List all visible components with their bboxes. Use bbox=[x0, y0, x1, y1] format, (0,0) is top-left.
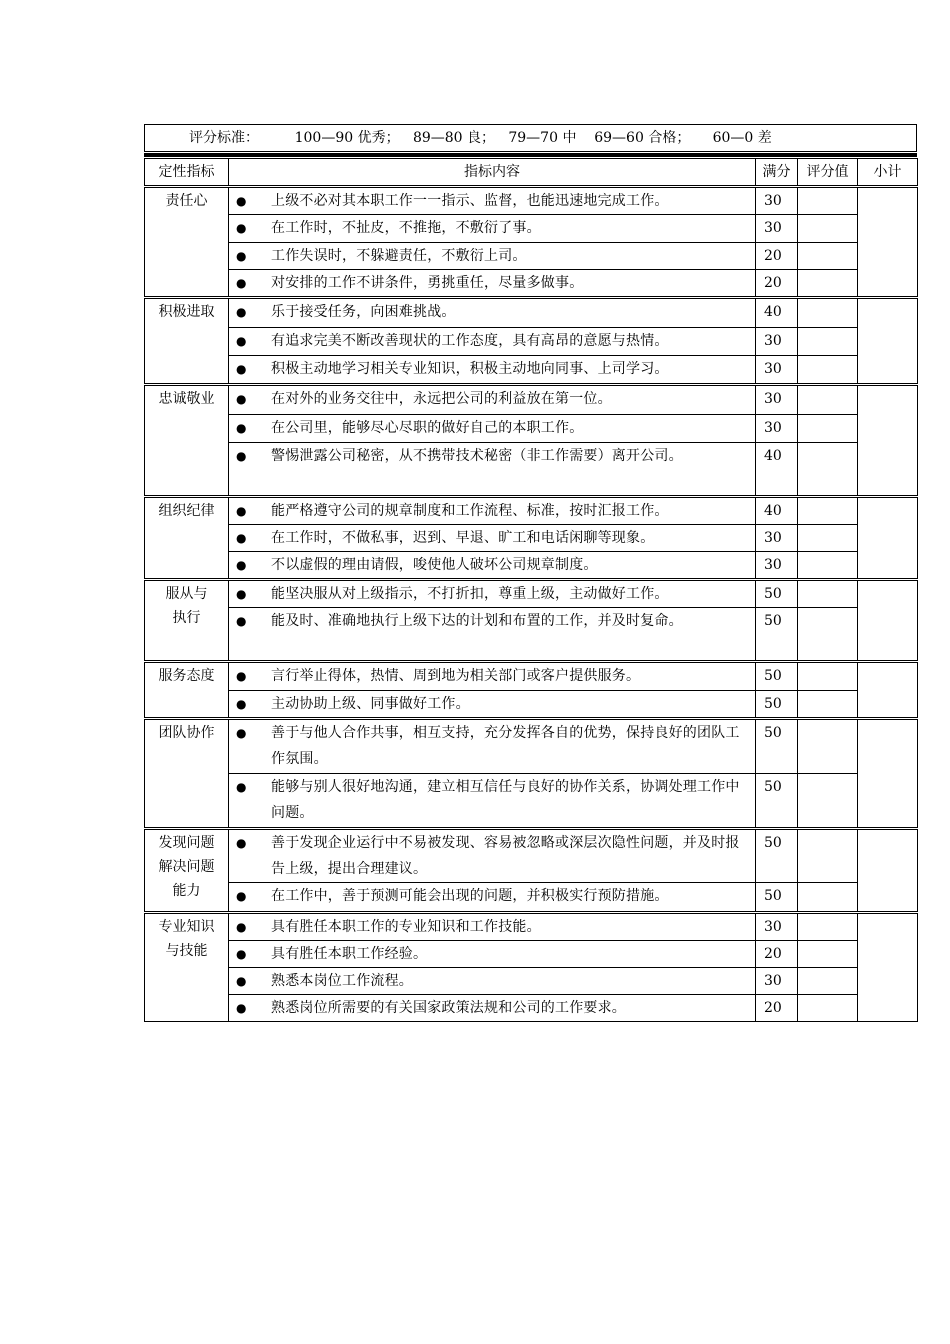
indicator-content-cell bbox=[229, 187, 756, 215]
header-content: 指标内容 bbox=[229, 159, 756, 187]
table-row bbox=[145, 298, 918, 328]
full-score-cell: 30 bbox=[756, 385, 798, 415]
table-header-row bbox=[145, 159, 918, 187]
indicator-content-cell bbox=[229, 580, 756, 608]
table-row bbox=[145, 774, 918, 829]
indicator-text: 熟悉岗位所需要的有关国家政策法规和公司的工作要求。 bbox=[271, 1000, 626, 1016]
indicator-content-cell bbox=[229, 883, 756, 913]
category-cell: 责任心 bbox=[145, 187, 229, 298]
full-score-cell: 30 bbox=[756, 525, 798, 552]
table-row bbox=[145, 243, 918, 270]
score-input-cell[interactable] bbox=[798, 552, 858, 580]
bullet-icon: ● bbox=[236, 947, 247, 961]
full-score-cell: 20 bbox=[756, 270, 798, 298]
indicator-content-cell bbox=[229, 941, 756, 968]
category-cell: 忠诚敬业 bbox=[145, 385, 229, 497]
table-row bbox=[145, 215, 918, 243]
indicator-content-cell bbox=[229, 719, 756, 774]
table-row bbox=[145, 415, 918, 443]
full-score-cell: 50 bbox=[756, 662, 798, 691]
score-input-cell[interactable] bbox=[798, 719, 858, 774]
score-input-cell[interactable] bbox=[798, 270, 858, 298]
indicator-content-cell bbox=[229, 328, 756, 356]
subtotal-cell[interactable] bbox=[858, 913, 918, 1022]
full-score-cell: 20 bbox=[756, 941, 798, 968]
score-input-cell[interactable] bbox=[798, 356, 858, 385]
indicator-content-cell bbox=[229, 415, 756, 443]
indicator-text: 具有胜任本职工作的专业知识和工作技能。 bbox=[271, 919, 541, 935]
indicator-content-cell bbox=[229, 497, 756, 525]
evaluation-table bbox=[144, 158, 918, 1022]
full-score-cell: 50 bbox=[756, 883, 798, 913]
evaluation-table-body bbox=[145, 159, 918, 1022]
bullet-icon: ● bbox=[236, 1001, 247, 1015]
full-score-cell: 50 bbox=[756, 774, 798, 829]
indicator-text: 有追求完美不断改善现状的工作态度，具有高昂的意愿与热情。 bbox=[271, 333, 669, 349]
table-row bbox=[145, 580, 918, 608]
bullet-icon: ● bbox=[236, 221, 247, 235]
table-row bbox=[145, 941, 918, 968]
indicator-text: 积极主动地学习相关专业知识，积极主动地向同事、上司学习。 bbox=[271, 361, 669, 377]
full-score-cell: 30 bbox=[756, 415, 798, 443]
indicator-text: 能够与别人很好地沟通，建立相互信任与良好的协作关系，协调处理工作中问题。 bbox=[271, 779, 740, 821]
table-row bbox=[145, 497, 918, 525]
bullet-icon: ● bbox=[236, 449, 247, 463]
bullet-icon: ● bbox=[236, 194, 247, 208]
table-row bbox=[145, 443, 918, 497]
score-input-cell[interactable] bbox=[798, 941, 858, 968]
full-score-cell: 30 bbox=[756, 968, 798, 995]
indicator-content-cell bbox=[229, 608, 756, 662]
bullet-icon: ● bbox=[236, 614, 247, 628]
score-input-cell[interactable] bbox=[798, 580, 858, 608]
score-input-cell[interactable] bbox=[798, 691, 858, 719]
category-cell: 团队协作 bbox=[145, 719, 229, 829]
full-score-cell: 30 bbox=[756, 356, 798, 385]
score-input-cell[interactable] bbox=[798, 298, 858, 328]
indicator-content-cell bbox=[229, 243, 756, 270]
indicator-text: 工作失误时，不躲避责任，不敷衍上司。 bbox=[271, 248, 527, 264]
indicator-text: 言行举止得体，热情、周到地为相关部门或客户提供服务。 bbox=[271, 668, 641, 684]
indicator-text: 善于与他人合作共事，相互支持，充分发挥各自的优势，保持良好的团队工作氛围。 bbox=[271, 725, 740, 767]
indicator-text: 警惕泄露公司秘密，从不携带技术秘密（非工作需要）离开公司。 bbox=[271, 448, 683, 464]
full-score-cell: 50 bbox=[756, 580, 798, 608]
table-row bbox=[145, 270, 918, 298]
score-input-cell[interactable] bbox=[798, 774, 858, 829]
score-input-cell[interactable] bbox=[798, 968, 858, 995]
subtotal-cell[interactable] bbox=[858, 580, 918, 662]
bullet-icon: ● bbox=[236, 780, 247, 794]
indicator-text: 不以虚假的理由请假，唆使他人破坏公司规章制度。 bbox=[271, 557, 598, 573]
bullet-icon: ● bbox=[236, 669, 247, 683]
full-score-cell: 40 bbox=[756, 497, 798, 525]
table-row bbox=[145, 385, 918, 415]
table-row bbox=[145, 328, 918, 356]
score-input-cell[interactable] bbox=[798, 913, 858, 941]
category-cell: 服从与 执行 bbox=[145, 580, 229, 662]
bullet-icon: ● bbox=[236, 920, 247, 934]
bullet-icon: ● bbox=[236, 697, 247, 711]
full-score-cell: 30 bbox=[756, 187, 798, 215]
bullet-icon: ● bbox=[236, 889, 247, 903]
table-row bbox=[145, 662, 918, 691]
category-cell: 服务态度 bbox=[145, 662, 229, 719]
header-score: 评分值 bbox=[798, 159, 858, 187]
indicator-content-cell bbox=[229, 552, 756, 580]
table-row bbox=[145, 187, 918, 215]
header-subtotal: 小计 bbox=[858, 159, 918, 187]
bullet-icon: ● bbox=[236, 836, 247, 850]
score-input-cell[interactable] bbox=[798, 415, 858, 443]
score-input-cell[interactable] bbox=[798, 187, 858, 215]
table-row bbox=[145, 995, 918, 1022]
subtotal-cell[interactable] bbox=[858, 662, 918, 719]
indicator-text: 乐于接受任务，向困难挑战。 bbox=[271, 304, 456, 320]
indicator-content-cell bbox=[229, 995, 756, 1022]
indicator-text: 具有胜任本职工作经验。 bbox=[271, 946, 428, 962]
score-input-cell[interactable] bbox=[798, 995, 858, 1022]
score-input-cell[interactable] bbox=[798, 829, 858, 883]
table-row bbox=[145, 968, 918, 995]
bullet-icon: ● bbox=[236, 558, 247, 572]
indicator-content-cell bbox=[229, 356, 756, 385]
full-score-cell: 30 bbox=[756, 552, 798, 580]
category-cell: 积极进取 bbox=[145, 298, 229, 385]
indicator-content-cell bbox=[229, 525, 756, 552]
full-score-cell: 50 bbox=[756, 691, 798, 719]
subtotal-cell[interactable] bbox=[858, 829, 918, 913]
table-row bbox=[145, 552, 918, 580]
bullet-icon: ● bbox=[236, 531, 247, 545]
indicator-content-cell bbox=[229, 270, 756, 298]
indicator-text: 在公司里，能够尽心尽职的做好自己的本职工作。 bbox=[271, 420, 584, 436]
full-score-cell: 30 bbox=[756, 913, 798, 941]
indicator-content-cell bbox=[229, 385, 756, 415]
full-score-cell: 40 bbox=[756, 443, 798, 497]
table-row bbox=[145, 691, 918, 719]
scoring-standard: 评分标准： 100—90 优秀； 89—80 良； 79—70 中 69—60 合格； 60—0 差 bbox=[144, 124, 917, 152]
score-input-cell[interactable] bbox=[798, 662, 858, 691]
full-score-cell: 40 bbox=[756, 298, 798, 328]
indicator-content-cell bbox=[229, 215, 756, 243]
full-score-cell: 50 bbox=[756, 608, 798, 662]
indicator-text: 在工作中，善于预测可能会出现的问题，并积极实行预防措施。 bbox=[271, 888, 669, 904]
category-cell: 专业知识 与技能 bbox=[145, 913, 229, 1022]
subtotal-cell[interactable] bbox=[858, 719, 918, 829]
bullet-icon: ● bbox=[236, 334, 247, 348]
full-score-cell: 30 bbox=[756, 215, 798, 243]
indicator-content-cell bbox=[229, 443, 756, 497]
score-input-cell[interactable] bbox=[798, 385, 858, 415]
bullet-icon: ● bbox=[236, 504, 247, 518]
score-input-cell[interactable] bbox=[798, 497, 858, 525]
table-row bbox=[145, 608, 918, 662]
indicator-content-cell bbox=[229, 913, 756, 941]
indicator-text: 能严格遵守公司的规章制度和工作流程、标准，按时汇报工作。 bbox=[271, 503, 669, 519]
indicator-text: 熟悉本岗位工作流程。 bbox=[271, 973, 413, 989]
full-score-cell: 50 bbox=[756, 719, 798, 774]
table-row bbox=[145, 356, 918, 385]
indicator-text: 在工作时，不做私事，迟到、早退、旷工和电话闲聊等现象。 bbox=[271, 530, 655, 546]
score-input-cell[interactable] bbox=[798, 525, 858, 552]
bullet-icon: ● bbox=[236, 587, 247, 601]
evaluation-sheet bbox=[144, 124, 917, 1022]
indicator-text: 对安排的工作不讲条件，勇挑重任，尽量多做事。 bbox=[271, 275, 584, 291]
score-input-cell[interactable] bbox=[798, 215, 858, 243]
subtotal-cell[interactable] bbox=[858, 385, 918, 497]
full-score-cell: 20 bbox=[756, 995, 798, 1022]
header-full-score: 满分 bbox=[756, 159, 798, 187]
indicator-text: 主动协助上级、同事做好工作。 bbox=[271, 696, 470, 712]
bullet-icon: ● bbox=[236, 421, 247, 435]
score-input-cell[interactable] bbox=[798, 443, 858, 497]
indicator-text: 在对外的业务交往中，永远把公司的利益放在第一位。 bbox=[271, 391, 612, 407]
bullet-icon: ● bbox=[236, 974, 247, 988]
full-score-cell: 30 bbox=[756, 328, 798, 356]
bullet-icon: ● bbox=[236, 726, 247, 740]
score-input-cell[interactable] bbox=[798, 883, 858, 913]
indicator-content-cell bbox=[229, 774, 756, 829]
indicator-content-cell bbox=[229, 691, 756, 719]
category-cell: 组织纪律 bbox=[145, 497, 229, 580]
bullet-icon: ● bbox=[236, 249, 247, 263]
subtotal-cell[interactable] bbox=[858, 298, 918, 385]
table-row bbox=[145, 883, 918, 913]
indicator-content-cell bbox=[229, 298, 756, 328]
bullet-icon: ● bbox=[236, 276, 247, 290]
table-row bbox=[145, 719, 918, 774]
full-score-cell: 50 bbox=[756, 829, 798, 883]
indicator-text: 能及时、准确地执行上级下达的计划和布置的工作，并及时复命。 bbox=[271, 613, 683, 629]
score-input-cell[interactable] bbox=[798, 328, 858, 356]
table-row bbox=[145, 829, 918, 883]
score-input-cell[interactable] bbox=[798, 243, 858, 270]
full-score-cell: 20 bbox=[756, 243, 798, 270]
table-row bbox=[145, 525, 918, 552]
indicator-content-cell bbox=[229, 968, 756, 995]
bullet-icon: ● bbox=[236, 362, 247, 376]
bullet-icon: ● bbox=[236, 305, 247, 319]
indicator-text: 能坚决服从对上级指示，不打折扣，尊重上级，主动做好工作。 bbox=[271, 586, 669, 602]
header-category: 定性指标 bbox=[145, 159, 229, 187]
subtotal-cell[interactable] bbox=[858, 187, 918, 298]
table-row bbox=[145, 913, 918, 941]
score-input-cell[interactable] bbox=[798, 608, 858, 662]
indicator-text: 善于发现企业运行中不易被发现、容易被忽略或深层次隐性问题，并及时报告上级，提出合理建议。 bbox=[271, 835, 740, 877]
indicator-text: 在工作时，不扯皮，不推拖，不敷衍了事。 bbox=[271, 220, 541, 236]
subtotal-cell[interactable] bbox=[858, 497, 918, 580]
indicator-content-cell bbox=[229, 662, 756, 691]
header-divider bbox=[144, 153, 917, 157]
indicator-content-cell bbox=[229, 829, 756, 883]
bullet-icon: ● bbox=[236, 392, 247, 406]
category-cell: 发现问题 解决问题 能力 bbox=[145, 829, 229, 913]
indicator-text: 上级不必对其本职工作一一指示、监督，也能迅速地完成工作。 bbox=[271, 193, 669, 209]
